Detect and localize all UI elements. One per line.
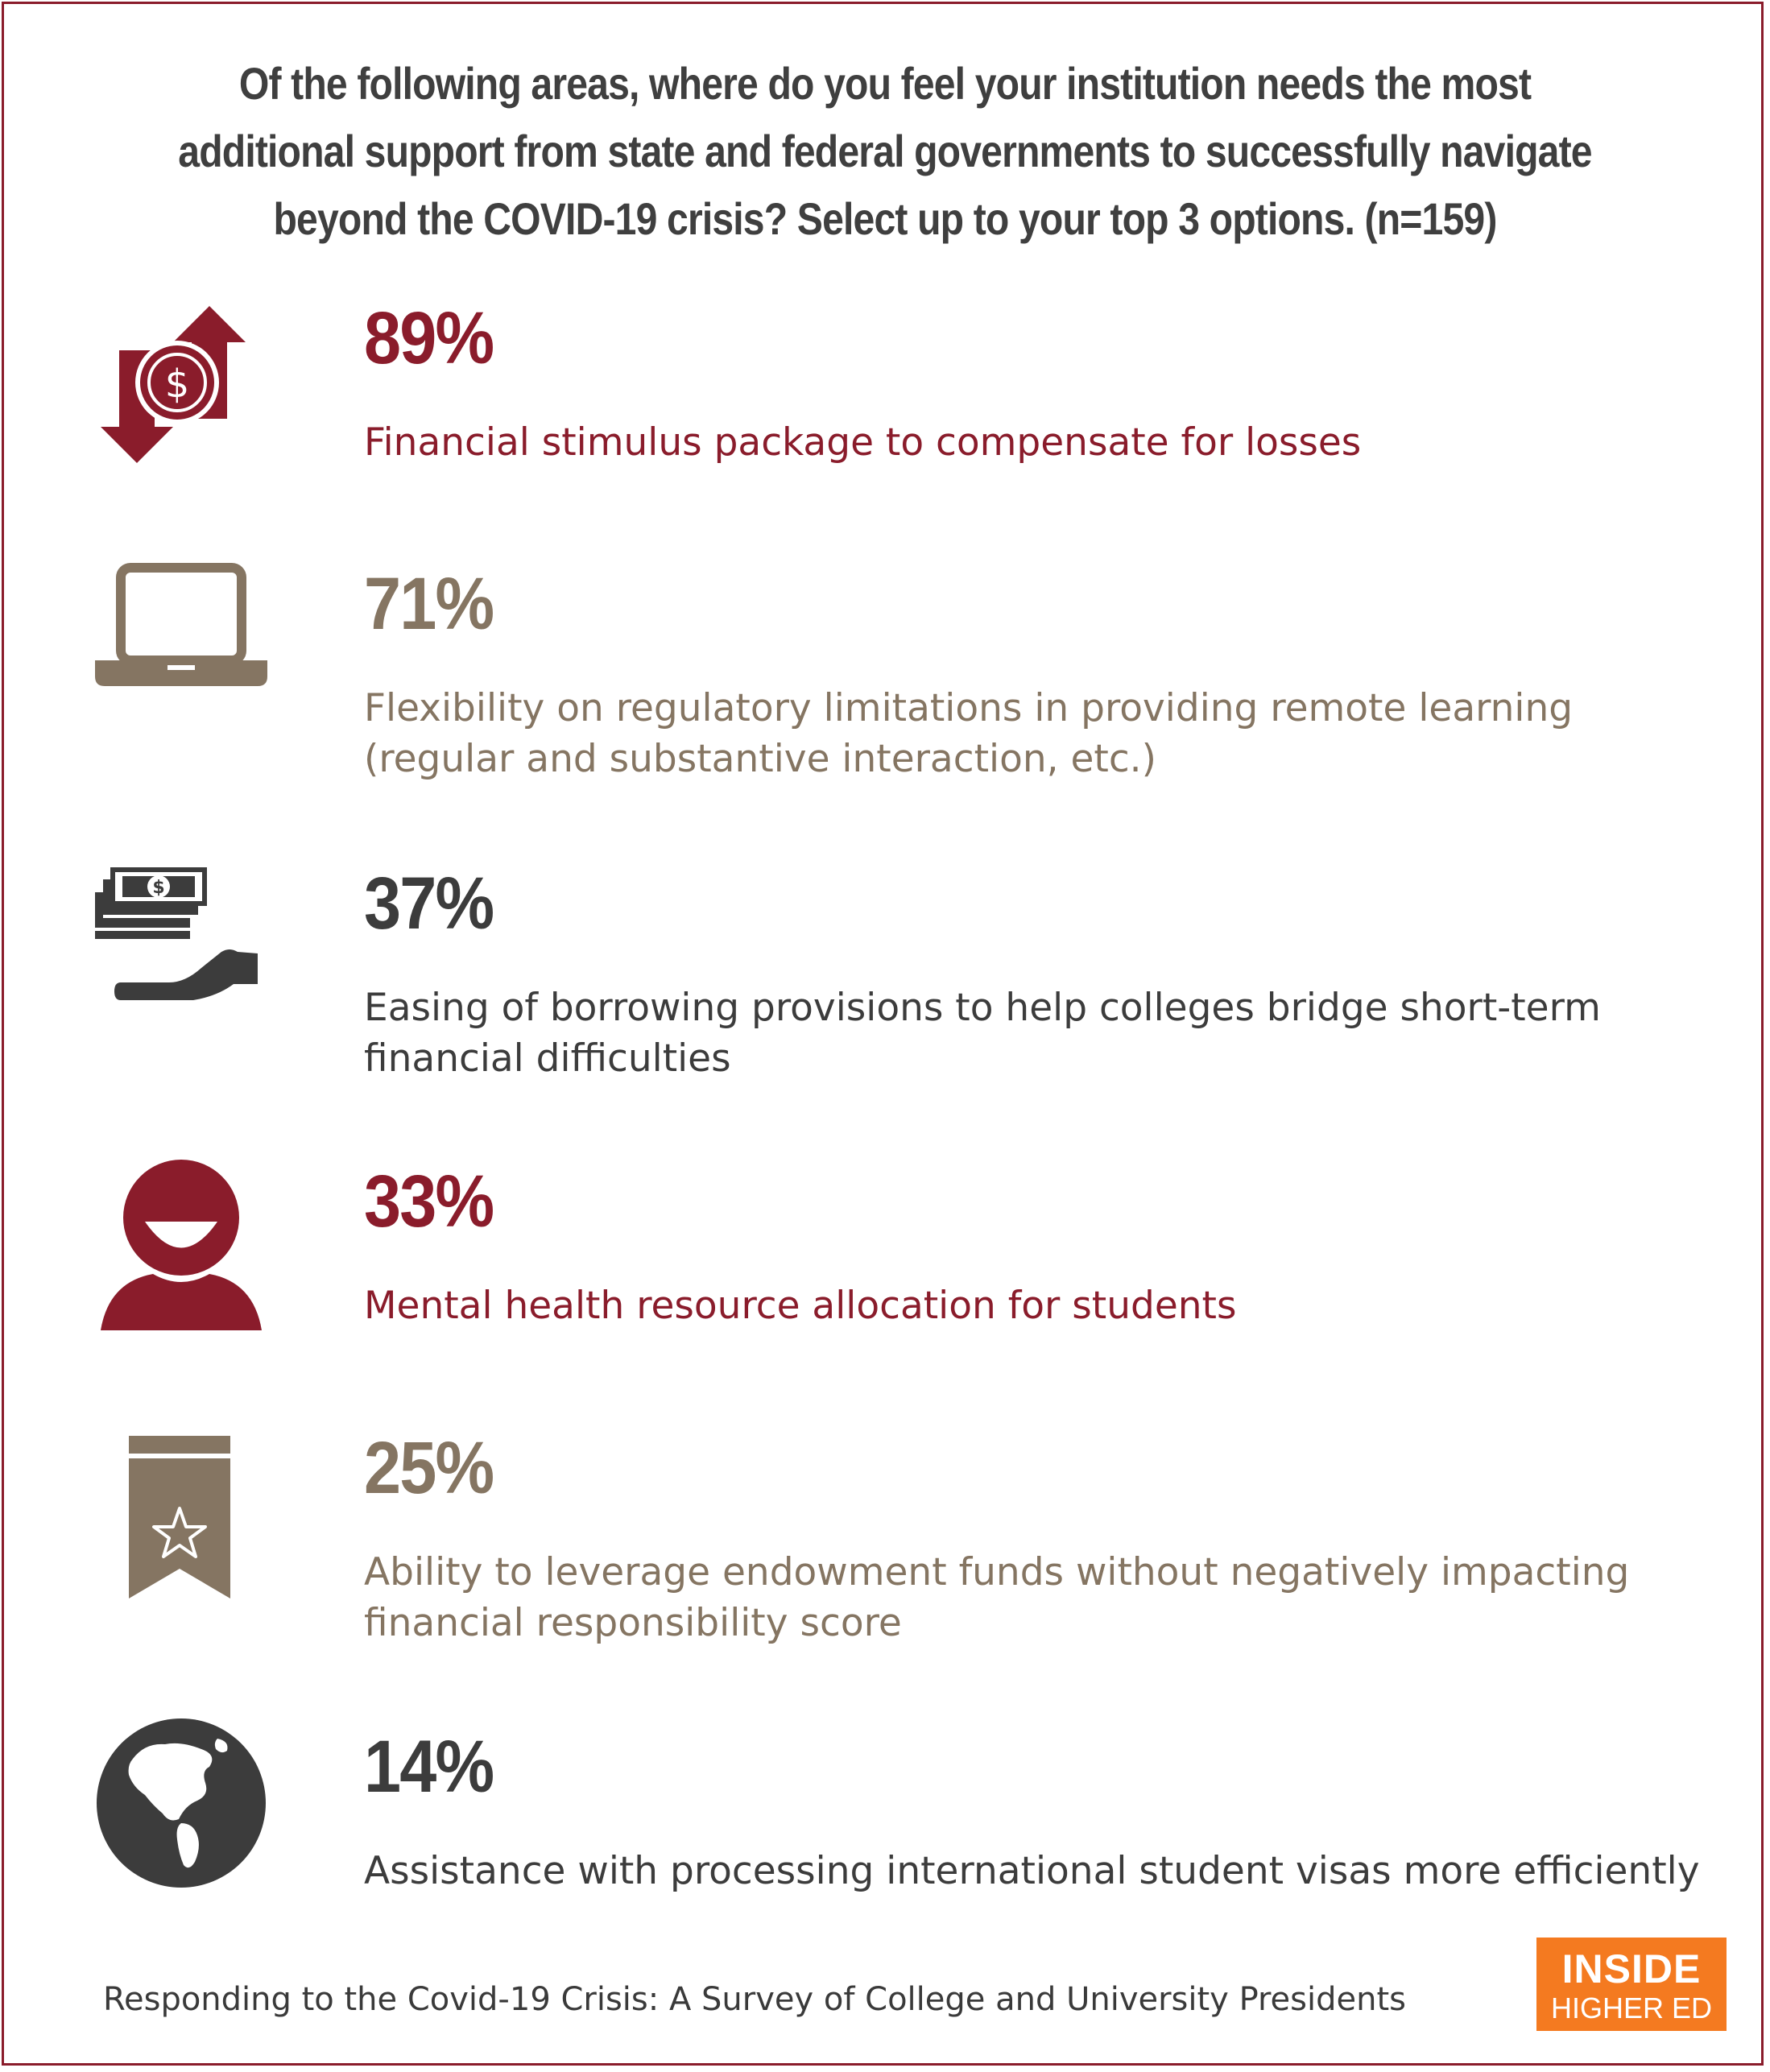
svg-text:$: $	[152, 878, 165, 898]
person-icon	[89, 1153, 274, 1338]
item-label-line: Ability to leverage endowment funds without negatively impacting	[364, 1550, 1630, 1594]
item-percentage: 71%	[364, 563, 494, 645]
footer-source: Responding to the Covid-19 Crisis: A Survey of College and University Presidents	[103, 1981, 1406, 2018]
svg-text:$: $	[164, 362, 190, 407]
chart-title: Of the following areas, where do you feel your institution needs the most additional support from state and federal governments to successfully navigate beyond the COVID-19 crisis? Select up to your top 3 options. (n=159)	[178, 58, 1592, 244]
laptop-icon	[89, 556, 274, 741]
item-label-line: (regular and substantive interaction, etc.)	[364, 737, 1156, 781]
logo-line-1: INSIDE	[1561, 1946, 1702, 1991]
item-label-line: Mental health resource allocation for students	[364, 1284, 1237, 1328]
item-label	[364, 1547, 1733, 1648]
item-percentage: 37%	[364, 862, 494, 945]
item-percentage: 33%	[364, 1160, 494, 1243]
item-label-line: Financial stimulus package to compensate for losses	[364, 420, 1362, 465]
dollar-arrows-icon	[89, 290, 274, 475]
item-label-line: financial difficulties	[364, 1036, 731, 1081]
item-label-line: Easing of borrowing provisions to help colleges bridge short-term	[364, 986, 1601, 1030]
money-hand-icon	[89, 847, 274, 1032]
item-label	[364, 417, 1733, 468]
item-percentage: 89%	[364, 297, 494, 379]
item-label	[364, 1280, 1733, 1331]
item-percentage: 14%	[364, 1726, 494, 1808]
item-label-line: Assistance with processing international student visas more efficiently	[364, 1849, 1700, 1893]
inside-higher-ed-logo	[1536, 1938, 1727, 2031]
item-percentage: 25%	[364, 1427, 494, 1509]
logo-line-2: HIGHER ED	[1550, 1991, 1713, 2024]
globe-icon	[89, 1710, 274, 1896]
item-label	[364, 982, 1733, 1084]
item-label-line: financial responsibility score	[364, 1601, 902, 1645]
item-label-line: Flexibility on regulatory limitations in providing remote learning	[364, 686, 1574, 730]
item-label	[364, 683, 1733, 784]
ribbon-star-icon	[89, 1420, 274, 1605]
item-label	[364, 1846, 1733, 1896]
